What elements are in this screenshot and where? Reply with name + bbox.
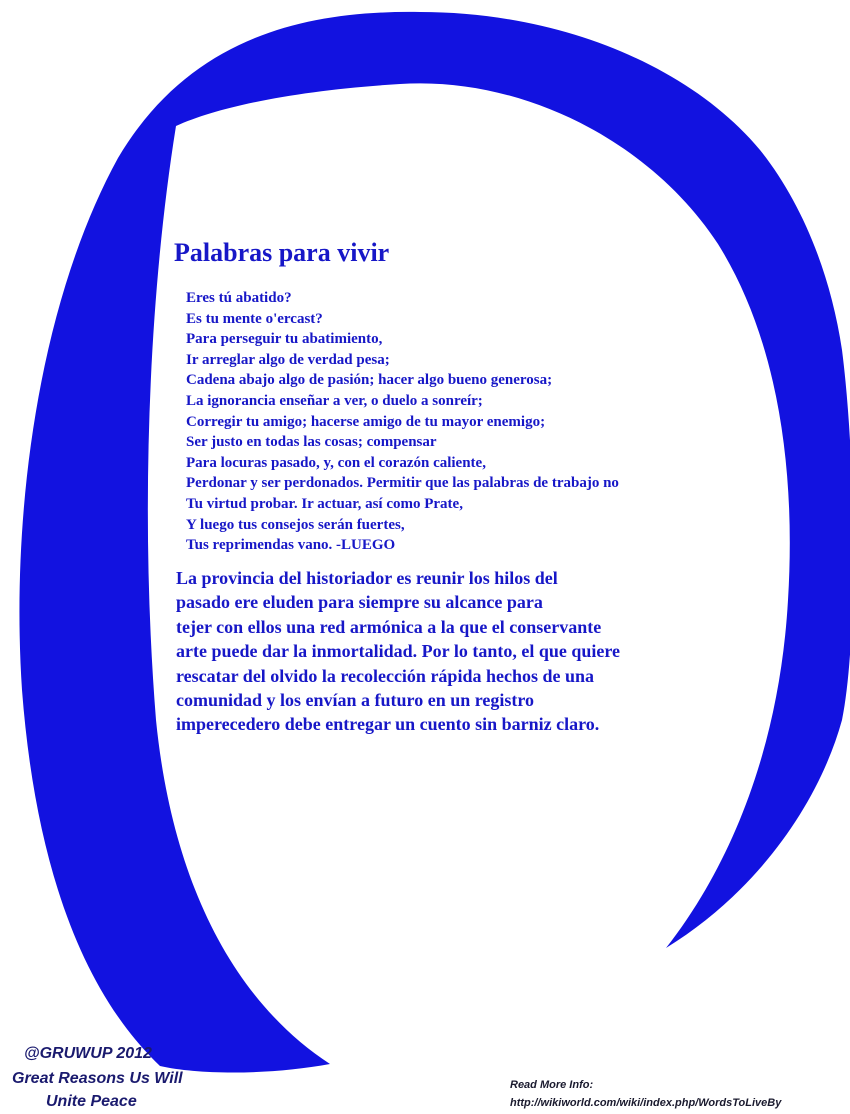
- read-more-url[interactable]: http://wikiworld.com/wiki/index.php/WordsToLiveBy: [510, 1097, 782, 1109]
- poem: [186, 288, 619, 556]
- poem-line: Es tu mente o'ercast?: [186, 310, 323, 327]
- poem-line: Corregir tu amigo; hacerse amigo de tu mayor enemigo;: [186, 413, 546, 430]
- prose-line: imperecedero debe entregar un cuento sin barniz claro.: [176, 714, 600, 735]
- poem-line: Ir arreglar algo de verdad pesa;: [186, 351, 390, 368]
- poem-line: Eres tú abatido?: [186, 290, 292, 306]
- prose-paragraph: [176, 566, 620, 737]
- poem-line: Tus reprimendas vano. -LUEGO: [186, 537, 396, 554]
- poem-line: Ser justo en todas las cosas; compensar: [186, 434, 437, 451]
- poem-line: Para locuras pasado, y, con el corazón caliente,: [186, 454, 486, 471]
- prose-line: arte puede dar la inmortalidad. Por lo tanto, el que quiere: [176, 641, 620, 662]
- poem-line: Perdonar y ser perdonados. Permitir que las palabras de trabajo no: [186, 475, 619, 492]
- poem-line: Y luego tus consejos serán fuertes,: [186, 516, 405, 533]
- prose-line: pasado ere eluden para siempre su alcance para: [176, 592, 543, 613]
- prose-line: comunidad y los envían a futuro en un registro: [176, 690, 535, 711]
- credit-tagline-2: Unite Peace: [46, 1093, 137, 1110]
- poem-line: Para perseguir tu abatimiento,: [186, 331, 383, 348]
- credit-tagline-1: Great Reasons Us Will: [12, 1070, 183, 1087]
- prose-line: La provincia del historiador es reunir los hilos del: [176, 568, 558, 588]
- prose-line: rescatar del olvido la recolección rápida hechos de una: [176, 665, 594, 686]
- prose-line: tejer con ellos una red armónica a la que el conservante: [176, 616, 602, 637]
- read-more-label: Read More Info:: [510, 1079, 594, 1091]
- poem-line: Cadena abajo algo de pasión; hacer algo bueno generosa;: [186, 372, 553, 389]
- poem-line: Tu virtud probar. Ir actuar, así como Prate,: [186, 495, 463, 512]
- poem-line: La ignorancia enseñar a ver, o duelo a sonreír;: [186, 392, 483, 409]
- copyright-credit: @GRUWUP 2012: [24, 1045, 152, 1062]
- page-title: Palabras para vivir: [174, 238, 390, 267]
